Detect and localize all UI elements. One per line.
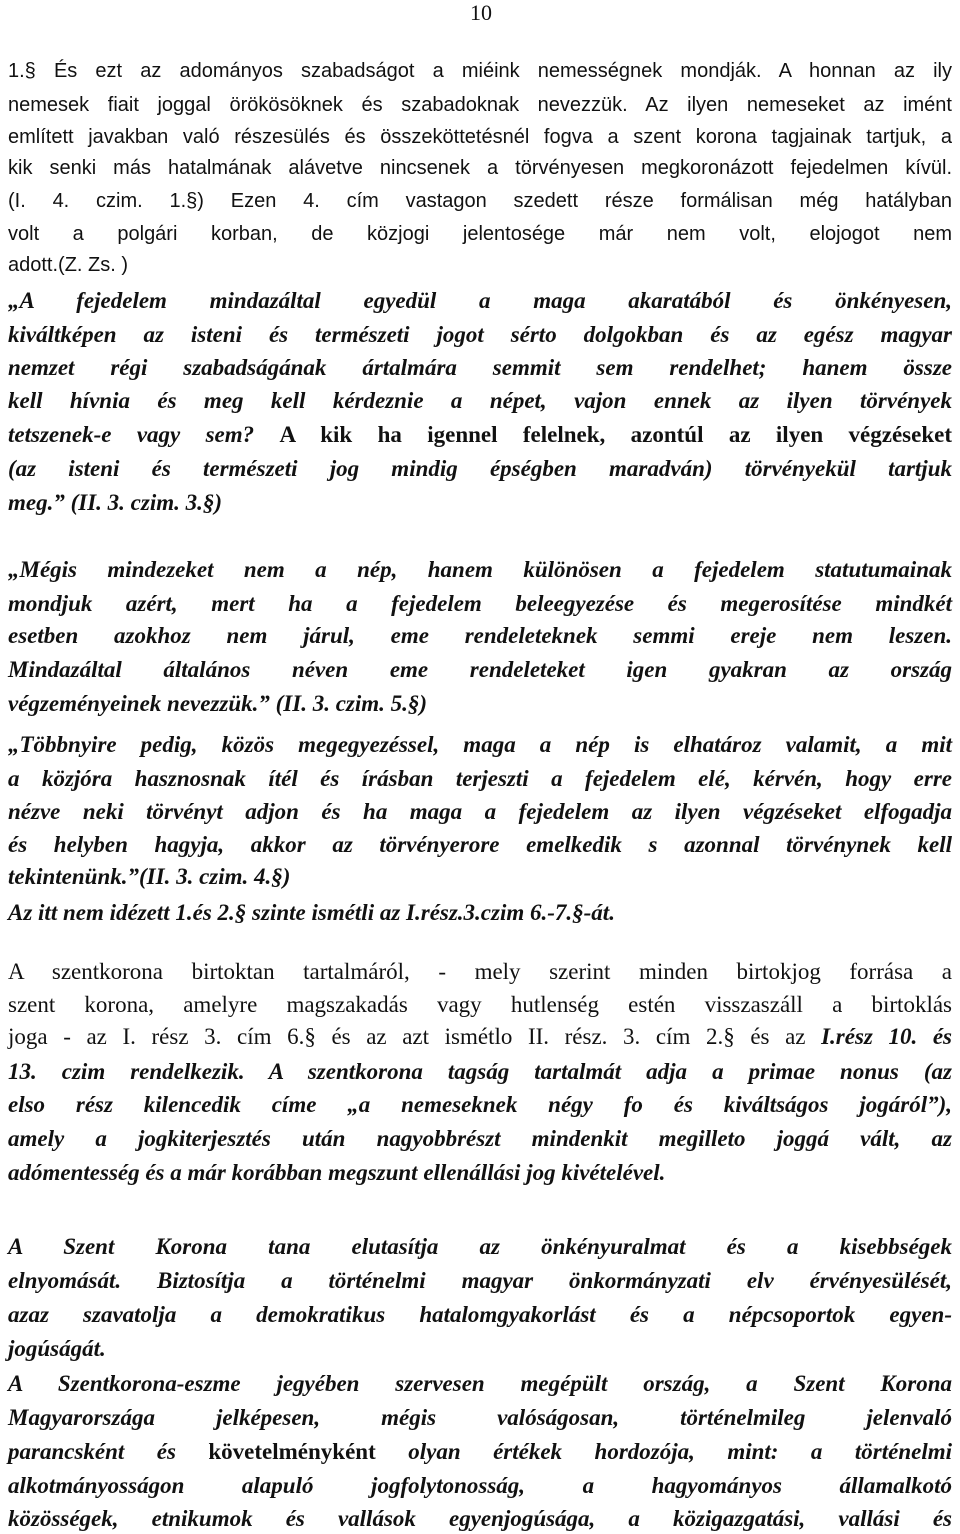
text-line: [8, 153, 952, 183]
text-line: [8, 353, 952, 383]
text-segment: és helyben hagyja, akkor az törvényerore emelkedik s azonnal törvénynek kell: [8, 832, 952, 857]
text-line: [8, 1369, 952, 1399]
page-number: 10: [470, 0, 492, 25]
text-segment: I.rész 10. és: [821, 1024, 952, 1049]
text-segment: volt a polgári korban, de közjogi jelentosége már nem volt, elojogot nem: [8, 223, 952, 245]
text-line: [8, 1158, 952, 1188]
text-segment: esetben azokhoz nem járul, eme rendeleteknek semmi ereje nem leszen.: [8, 623, 952, 648]
text-segment: A szentkorona birtoktan tartalmáról, - mely szerint minden birtokjog forrása a: [8, 959, 952, 984]
text-line: [8, 454, 952, 484]
text-segment: Az itt nem idézett 1.és 2.§ szinte ismétli az I.rész.3.czim 6.-7.§-át.: [8, 900, 615, 925]
text-segment: olyan értékek hordozója, mint: a történelmi: [375, 1439, 952, 1464]
text-segment: „Többnyire pedig, közös megegyezéssel, maga a nép is elhatároz valamit, a mit: [8, 732, 952, 757]
text-segment: adott.(Z. Zs. ): [8, 254, 129, 276]
text-segment: „A fejedelem mindazáltal egyedül a maga akaratából és önkényesen,: [8, 288, 952, 313]
text-line: [8, 898, 952, 928]
text-segment: a közjóra hasznosnak ítél és írásban terjeszti a fejedelem elé, kérvén, hogy erre: [8, 766, 952, 791]
text-line: [8, 56, 952, 86]
text-line: [8, 386, 952, 416]
text-segment: alkotmányosságon alapuló jogfolytonosság, a hagyományos államalkotó: [8, 1473, 952, 1498]
text-segment: A szentkorona tagság tartalmát adja a primae nonus (az: [268, 1059, 952, 1084]
text-line: [8, 219, 952, 249]
text-segment: adómentesség és a már korábban megszunt ellenállási jog kivételével.: [8, 1160, 666, 1185]
text-segment: közösségek, etnikumok és vallások egyenjogúsága, a közigazgatási, vallási és: [8, 1506, 952, 1531]
text-line: [8, 488, 952, 518]
text-line: [8, 1022, 952, 1052]
text-line: [8, 420, 952, 450]
text-line: [8, 862, 952, 892]
text-line: [8, 90, 952, 120]
text-line: [8, 1266, 952, 1296]
text-segment: elnyomását. Biztosítja a történelmi magyar önkormányzati elv érvényesülését,: [8, 1268, 952, 1293]
text-line: [8, 286, 952, 316]
text-line: [8, 957, 952, 987]
text-line: [8, 621, 952, 651]
text-line: [8, 1471, 952, 1501]
text-segment: azaz szavatolja a demokratikus hatalomgyakorlást és a népcsoportok egyen-: [8, 1302, 952, 1327]
text-segment: amely a jogkiterjesztés után nagyobbrészt mindenkit megilleto joggá vált, az: [8, 1126, 952, 1151]
text-segment: nemesek fiait joggal örökösöknek és szabadoknak nevezzük. Az ilyen nemeseket az imént: [8, 94, 952, 116]
text-line: [8, 730, 952, 760]
text-segment: tekintenünk.”(II. 3. czim. 4.§): [8, 864, 291, 889]
text-line: [8, 689, 952, 719]
text-line: [8, 1124, 952, 1154]
text-segment: kiváltképen az isteni és természeti jogot sérto dolgokban és az egész magyar: [8, 322, 952, 347]
text-line: [8, 830, 952, 860]
text-segment: 13. czim rendelkezik.: [8, 1059, 269, 1084]
text-segment: követelményként: [208, 1439, 376, 1464]
text-line: [8, 990, 952, 1020]
text-segment: nemzet régi szabadságának ártalmára semmit sem rendelhet; hanem össze: [8, 355, 952, 380]
text-segment: „Mégis mindezeket nem a nép, hanem különösen a fejedelem statutumainak: [8, 557, 952, 582]
text-line: [8, 1090, 952, 1120]
text-segment: meg.” (II. 3. czim. 3.§): [8, 490, 223, 515]
text-line: [8, 1437, 952, 1467]
text-line: [8, 186, 952, 216]
text-line: [8, 764, 952, 794]
text-segment: (I. 4. czim. 1.§) Ezen 4. cím vastagon szedett része formálisan még hatályban: [8, 190, 952, 212]
text-segment: parancsként és: [8, 1439, 209, 1464]
text-segment: Mindazáltal általános néven eme rendeleteket igen gyakran az ország: [8, 657, 952, 682]
text-segment: elso rész kilencedik címe „a nemeseknek négy fo és kiváltságos jogáról”),: [8, 1092, 952, 1117]
text-line: [8, 555, 952, 585]
text-line: [8, 797, 952, 827]
text-segment: jogúságát.: [8, 1336, 106, 1361]
text-line: [8, 1403, 952, 1433]
text-segment: A Szent Korona tana elutasítja az önkényuralmat és a kisebbségek: [8, 1234, 952, 1259]
text-line: [8, 1334, 952, 1364]
text-segment: Magyarországa jelképesen, mégis valóságosan, történelmileg jelenvaló: [8, 1405, 952, 1430]
text-segment: kell hívnia és meg kell kérdeznie a népet, vajon ennek az ilyen törvények: [8, 388, 952, 413]
text-segment: említett javakban való részesülés és összeköttetésnél fogva a szent korona tagjainak tartjuk, a: [8, 126, 952, 148]
text-segment: végzeményeinek nevezzük.” (II. 3. czim. 5.§): [8, 691, 428, 716]
text-segment: A Szentkorona-eszme jegyében szervesen megépült ország, a Szent Korona: [8, 1371, 952, 1396]
text-line: [8, 320, 952, 350]
text-line: [8, 655, 952, 685]
text-line: [8, 589, 952, 619]
text-segment: joga - az I. rész 3. cím 6.§ és az azt ismétlo II. rész. 3. cím 2.§ és az: [8, 1024, 822, 1049]
text-segment: tetszenek-e vagy sem?: [8, 422, 280, 447]
text-segment: kik senki más hatalmának alávetve nincsenek a törvényesen megkoronázott fejedelmen kívül.: [8, 157, 952, 179]
text-segment: 1.§ És ezt az adományos szabadságot a miéink nemességnek mondják. A honnan az ily: [8, 60, 952, 82]
text-line: [8, 1300, 952, 1330]
text-segment: (az isteni és természeti jog mindig épségben maradván) törvényekül tartjuk: [8, 456, 952, 481]
text-segment: mondjuk azért, mert ha a fejedelem beleegyezése és megerosítése mindkét: [8, 591, 952, 616]
text-segment: nézve neki törvényt adjon és ha maga a fejedelem az ilyen végzéseket elfogadja: [8, 799, 952, 824]
text-line: [8, 1232, 952, 1262]
text-line: [8, 1057, 952, 1087]
text-segment: szent korona, amelyre magszakadás vagy hutlenség estén visszaszáll a birtoklás: [8, 992, 952, 1017]
text-line: [8, 122, 952, 152]
text-line: [8, 250, 952, 280]
text-segment: A kik ha igennel felelnek, azontúl az ilyen végzéseket: [279, 422, 952, 447]
text-line: [8, 1504, 952, 1534]
